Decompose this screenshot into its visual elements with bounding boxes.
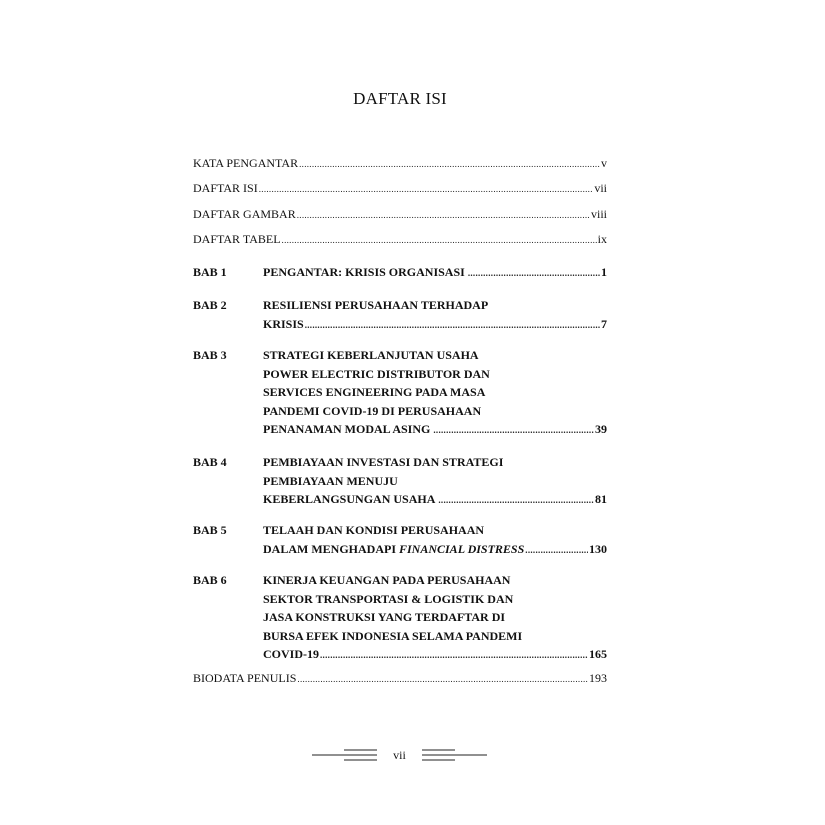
toc-entry-daftar-gambar[interactable]: [193, 205, 607, 224]
dot-leader: [468, 264, 600, 283]
dot-leader: [259, 180, 594, 198]
toc-entry-page: vii: [594, 181, 607, 195]
chapter-title-text: DALAM MENGHADAPI: [263, 541, 399, 556]
chapter-number: BAB 2: [193, 298, 227, 312]
chapter-page: 165: [589, 647, 607, 661]
toc-entry-label: DAFTAR TABEL: [193, 232, 281, 246]
chapter-title-last-line: [263, 315, 607, 334]
dot-leader: [433, 421, 594, 440]
chapter-title-line: JASA KONSTRUKSI YANG TERDAFTAR DI: [263, 610, 506, 624]
dot-leader: [305, 316, 600, 335]
toc-entry-kata-pengantar[interactable]: [193, 154, 607, 173]
chapter-title-line: PANDEMI COVID-19 DI PERUSAHAAN: [263, 403, 482, 418]
toc-entry-biodata-penulis[interactable]: [193, 669, 607, 688]
toc-entry-page: 193: [589, 671, 607, 685]
chapter-title-last-line: [263, 490, 607, 509]
chapter-title-text: PENGANTAR: KRISIS ORGANISASI: [263, 265, 465, 279]
chapter-number: BAB 4: [193, 455, 227, 469]
chapter-title: [263, 296, 607, 333]
chapter-title-text: PENANAMAN MODAL ASING: [263, 422, 431, 436]
toc-entry-daftar-isi[interactable]: [193, 179, 607, 198]
dot-leader: [297, 206, 590, 224]
chapter-title-line: KINERJA KEUANGAN PADA PERUSAHAAN: [263, 573, 511, 587]
chapter-title-last-line: [263, 645, 607, 664]
chapter-title-line: SEKTOR TRANSPORTASI & LOGISTIK DAN: [263, 591, 514, 606]
chapter-title: [263, 571, 607, 664]
chapter-title-text: KRISIS: [263, 316, 304, 331]
toc-entry-label: KATA PENGANTAR: [193, 156, 299, 170]
chapter-page: 1: [601, 265, 607, 279]
page-footer: [312, 745, 487, 767]
chapter-title-last-line: [263, 420, 607, 439]
chapter-title-line: BURSA EFEK INDONESIA SELAMA PANDEMI: [263, 628, 523, 643]
chapter-number: BAB 3: [193, 348, 227, 362]
chapter-title-line: POWER ELECTRIC DISTRIBUTOR DAN: [263, 366, 490, 381]
dot-leader: [320, 646, 588, 665]
page-title: DAFTAR ISI: [353, 89, 447, 108]
chapter-title-italic: FINANCIAL DISTRESS: [399, 541, 525, 556]
chapter-title-line: PEMBIAYAAN MENUJU: [263, 473, 398, 488]
chapter-title-text: COVID-19: [263, 647, 319, 661]
chapter-title: [263, 521, 607, 558]
chapter-title: [263, 453, 607, 509]
chapter-page: 39: [595, 422, 607, 436]
chapter-title-text: KEBERLANGSUNGAN USAHA: [263, 492, 436, 506]
chapter-title: [263, 346, 607, 439]
toc-entry-label: BIODATA PENULIS: [193, 671, 297, 685]
chapter-page: 81: [595, 492, 607, 506]
toc-entry-daftar-tabel[interactable]: [193, 230, 607, 249]
dot-leader: [299, 155, 600, 173]
dot-leader: [297, 670, 588, 688]
chapter-title-line: TELAAH DAN KONDISI PERUSAHAAN: [263, 523, 485, 537]
chapter-title-last-line: [263, 263, 607, 282]
footer-page-number: vii: [393, 748, 406, 762]
chapter-title-line: SERVICES ENGINEERING PADA MASA: [263, 385, 486, 399]
chapter-title-line: PEMBIAYAAN INVESTASI DAN STRATEGI: [263, 455, 504, 469]
dot-leader: [282, 231, 597, 249]
chapter-title: [263, 263, 607, 282]
chapter-title-line: RESILIENSI PERUSAHAAN TERHADAP: [263, 298, 489, 312]
chapter-page: 7: [601, 316, 607, 331]
dot-leader: [525, 541, 588, 560]
toc-entry-label: DAFTAR ISI: [193, 181, 258, 195]
chapter-page: 130: [589, 541, 607, 556]
chapter-number: BAB 5: [193, 523, 227, 537]
chapter-title-last-line: [263, 540, 607, 559]
toc-entry-page: v: [601, 156, 607, 170]
dot-leader: [438, 491, 594, 510]
toc-entry-page: viii: [590, 207, 607, 221]
chapter-title-line: STRATEGI KEBERLANJUTAN USAHA: [263, 348, 479, 362]
toc-entry-page: ix: [597, 232, 607, 246]
chapter-number: BAB 6: [193, 573, 227, 587]
toc-entry-label: DAFTAR GAMBAR: [193, 207, 296, 221]
chapter-number: BAB 1: [193, 265, 227, 279]
